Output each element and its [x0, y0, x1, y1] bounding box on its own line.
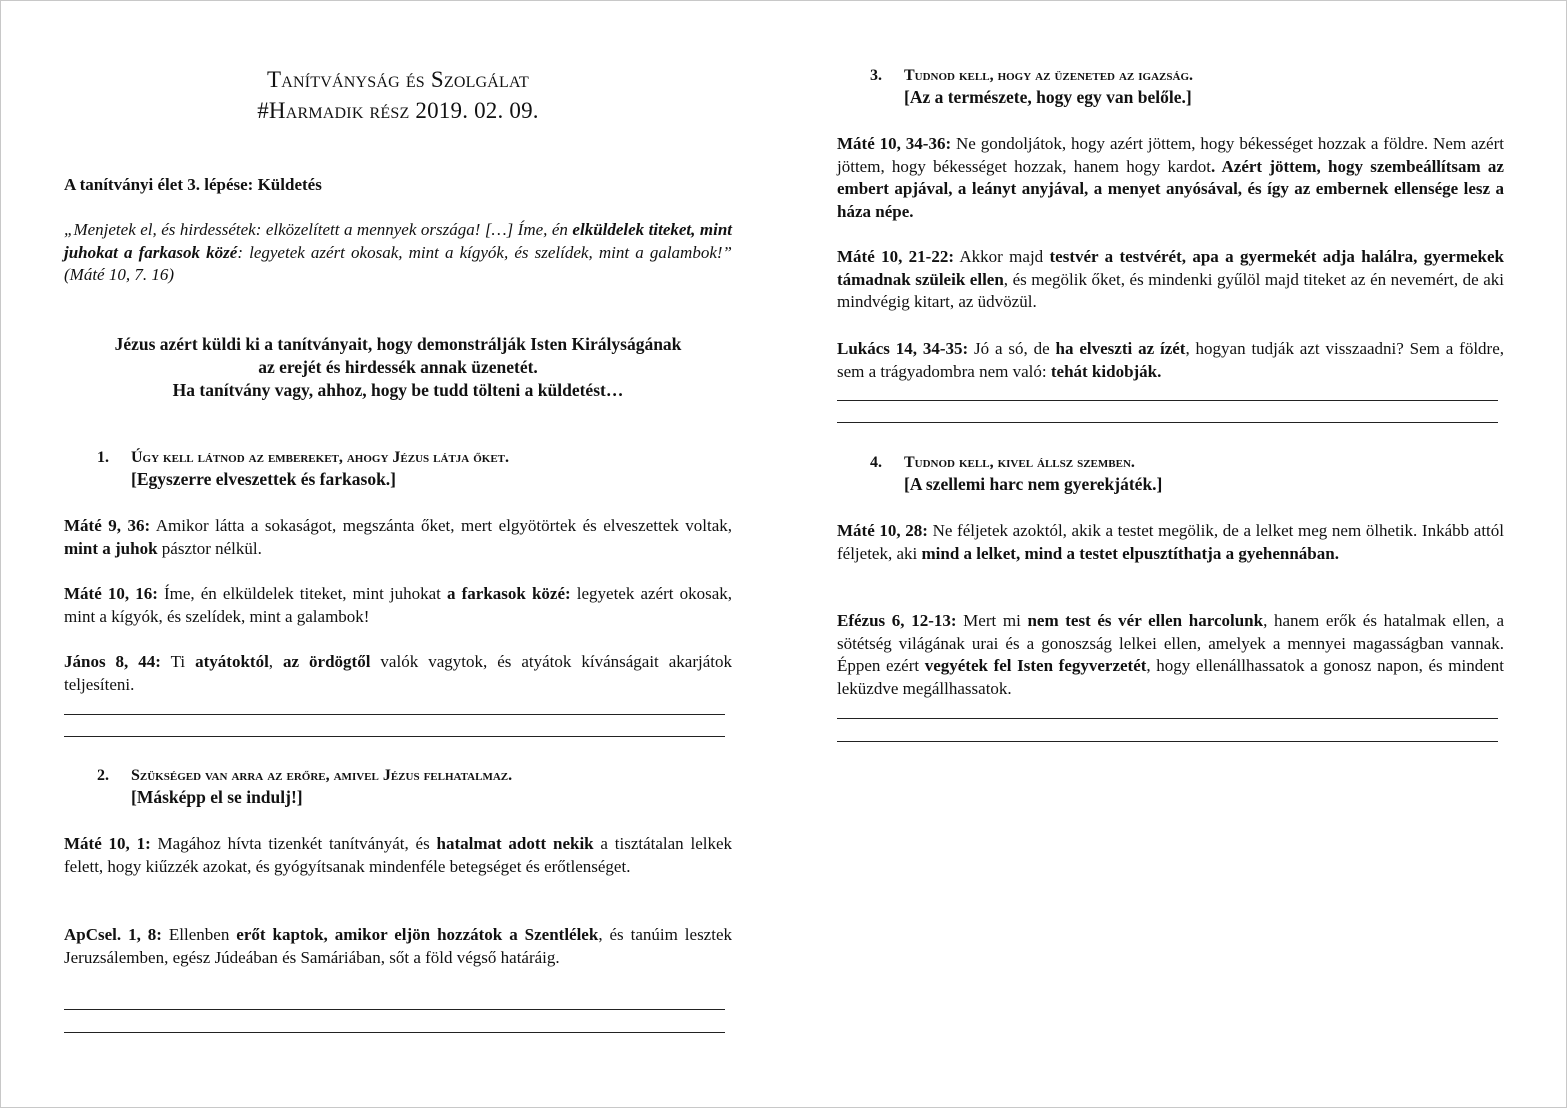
section-subtitle: [Másképp el se indulj!]	[131, 787, 303, 807]
verse-text-bold: hatalmat adott nekik	[436, 834, 594, 853]
verse-reference: Máté 10, 16:	[64, 584, 158, 603]
note-line	[64, 714, 725, 715]
section-subtitle: [Az a természete, hogy egy van belőle.]	[904, 87, 1192, 107]
summary-line-2: az erejét és hirdessék annak üzenetét.	[258, 357, 538, 377]
verse-text: Akkor majd	[954, 247, 1050, 266]
verse-text: Ne gondoljátok, hogy azért jöttem, hogy békességet hozzak a földre. Nem azért jöttem, hogy békességet hozzak, hanem hogy kardot	[837, 134, 1504, 176]
verse-text: ,	[268, 652, 284, 671]
verse	[837, 246, 1504, 314]
section-1-heading	[64, 447, 732, 493]
verse	[837, 520, 1504, 565]
verse-reference: János 8, 44:	[64, 652, 161, 671]
verse-text: a tisztátalan lelkek felett, hogy kiűzzék azokat, és gyógyítsanak mindenféle betegséget és erőtlenséget.	[64, 834, 733, 876]
verse-text: valók vagytok, és atyátok kívánságait akarjátok teljesíteni.	[64, 652, 733, 694]
section-subtitle: [A szellemi harc nem gyerekjáték.]	[904, 474, 1163, 494]
verse-reference: Máté 10, 28:	[837, 521, 928, 540]
verse-text-bold: mint a juhok	[64, 538, 158, 558]
note-line	[837, 400, 1498, 401]
verse-text-bold: ha elveszti az ízét	[1055, 339, 1186, 358]
note-line	[837, 741, 1498, 742]
verse-text-bold: nem test és vér ellen harcolunk	[1027, 611, 1264, 630]
intro-summary	[64, 333, 732, 402]
verse-text: , hanem erők és hatalmak ellen, a sötétség világának urai és a gonoszság lelkei ellen, amelyek a mennyei magasságban vannak. Éppen ezért	[837, 611, 1505, 676]
verse-text-bold: testvér a testvérét, apa a gyermekét adja halálra, gyermekek támadnak szüleik ellen	[837, 247, 1504, 289]
section-number: 3.	[870, 67, 882, 84]
verse-text-bold: tehát kidobják.	[1050, 361, 1162, 381]
section-4-heading	[837, 452, 1504, 498]
note-line	[837, 422, 1498, 423]
verse-text: Jó a só, de	[968, 339, 1056, 358]
verse-text: , hogyan tudják azt visszaadni? Sem a földre, sem a trágyadombra nem való:	[837, 339, 1505, 381]
verse	[837, 133, 1504, 224]
verse	[837, 610, 1504, 701]
verse-text: Magához hívta tizenkét tanítványát, és	[150, 834, 437, 853]
verse	[64, 651, 732, 696]
verse-text-bold: az ördögtől	[283, 652, 371, 671]
section-title: Tudnod kell, kivel állsz szemben.	[904, 454, 1135, 471]
verse-text-bold: atyátoktól	[195, 652, 269, 671]
section-2-heading	[64, 765, 732, 811]
verse	[64, 833, 732, 878]
quote-text-bold: elküldelek titeket, mint juhokat a farkasok közé	[64, 220, 732, 262]
section-number: 2.	[97, 767, 109, 784]
summary-line-1: Jézus azért küldi ki a tanítványait, hogy demonstrálják Isten Királyságának	[114, 334, 682, 354]
verse-reference: Máté 10, 34-36:	[837, 134, 952, 153]
verse	[64, 515, 732, 560]
section-title: Úgy kell látnod az embereket, ahogy Jézus látja őket.	[131, 449, 510, 466]
verse-text: , és megölik őket, és mindenki gyűlöl majd titeket az én nevemért, de aki mindvégig kitart, az üdvözül.	[837, 269, 1504, 312]
note-line	[64, 736, 725, 737]
intro-heading: A tanítványi élet 3. lépése: Küldetés	[64, 175, 322, 194]
verse-reference: Efézus 6, 12-13:	[837, 611, 957, 630]
verse-text-bold: . Azért jöttem, hogy szembeállítsam az embert apjával, a leányt anyjával, a menyet anyósával, és így az embernek ellensége lesz a háza népe.	[837, 156, 1504, 222]
section-title: Tudnod kell, hogy az üzeneted az igazság.	[904, 67, 1193, 84]
verse-reference: ApCsel. 1, 8:	[64, 925, 162, 944]
verse	[64, 924, 732, 969]
note-line	[837, 718, 1498, 719]
verse-reference: Máté 10, 1:	[64, 834, 151, 853]
verse	[837, 338, 1504, 383]
verse-text: Ne féljetek azoktól, akik a testet megölik, de a lelket meg nem ölhetik. Inkább attól féljetek, aki	[837, 521, 1504, 563]
verse-text: , és tanúim lesztek Jeruzsálemben, egész Júdeában és Samáriában, sőt a föld végső határáig.	[64, 925, 732, 967]
summary-line-3: Ha tanítvány vagy, ahhoz, hogy be tudd tölteni a küldetést…	[172, 380, 624, 400]
title-line-2: #Harmadik rész 2019. 02. 09.	[257, 98, 539, 123]
verse-text: Ellenben	[161, 925, 237, 944]
quote-text-1: „Menjetek el, és hirdessétek: elközelített a mennyek országa! […] Íme, én	[64, 220, 573, 239]
verse-text-bold: mind a lelket, mind a testet elpusztíthatja a gyehennában.	[921, 543, 1339, 563]
quote-text-2: : legyetek azért okosak, mint a kígyók, és szelídek, mint a galambok!”	[237, 242, 732, 262]
section-title: Szükséged van arra az erőre, amivel Jézus felhatalmaz.	[131, 767, 513, 784]
section-number: 4.	[870, 454, 882, 471]
verse-text: Amikor látta a sokaságot, megszánta őket, mert elgyötörtek és elveszettek voltak,	[150, 516, 732, 535]
quote-reference: (Máté 10, 7. 16)	[64, 265, 175, 285]
verse-reference: Lukács 14, 34-35:	[837, 339, 969, 358]
note-line	[64, 1009, 725, 1010]
verse-text-bold: erőt kaptok, amikor eljön hozzátok a Szentlélek	[236, 925, 599, 944]
verse-text: Ti	[160, 652, 196, 671]
verse	[64, 583, 732, 628]
verse-reference: Máté 9, 36:	[64, 516, 151, 535]
verse-text-bold: a farkasok közé:	[447, 584, 571, 603]
intro-quote	[64, 219, 732, 287]
section-3-heading	[837, 65, 1504, 111]
verse-text: pásztor nélkül.	[157, 538, 262, 558]
verse-text: Mert mi	[956, 611, 1028, 630]
verse-text: Íme, én elküldelek titeket, mint juhokat	[157, 584, 448, 603]
section-number: 1.	[97, 449, 109, 466]
verse-text-bold: vegyétek fel Isten fegyverzetét	[924, 656, 1147, 676]
note-line	[64, 1032, 725, 1033]
verse-reference: Máté 10, 21-22:	[837, 247, 954, 266]
verse-text: , hogy ellenállhassatok a gonosz napon, és mindent leküzdve megállhassatok.	[837, 656, 1504, 699]
section-subtitle: [Egyszerre elveszettek és farkasok.]	[131, 469, 397, 489]
title-line-1: Tanítványság és Szolgálat	[267, 67, 529, 92]
verse-text: legyetek azért okosak, mint a kígyók, és szelídek, mint a galambok!	[64, 584, 732, 626]
